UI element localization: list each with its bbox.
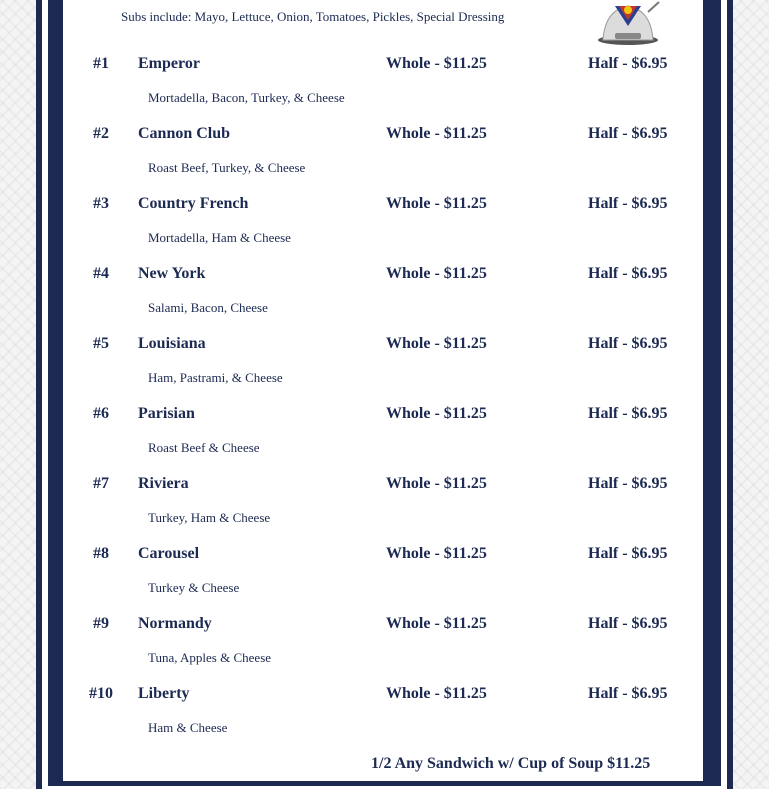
menu-item (63, 265, 703, 335)
subs-include-note: Subs include: Mayo, Lettuce, Onion, Tomatoes, Pickles, Special Dressing (121, 9, 505, 24)
menu-item-number: #1 (93, 55, 109, 72)
soup-combo-offer: 1/2 Any Sandwich w/ Cup of Soup $11.25 (371, 755, 651, 772)
menu-item-number: #7 (93, 475, 109, 492)
menu-item-name: New York (138, 265, 206, 282)
menu-item (63, 335, 703, 405)
menu-item-half-price: Half - $6.95 (588, 405, 668, 422)
menu-item (63, 475, 703, 545)
menu-item-description: Turkey, Ham & Cheese (148, 510, 271, 525)
menu-item-half-price: Half - $6.95 (588, 55, 668, 72)
menu-panel (63, 0, 703, 781)
menu-item-whole-price: Whole - $11.25 (386, 125, 487, 142)
menu-item-number: #8 (93, 545, 109, 562)
menu-item-number: #2 (93, 125, 109, 142)
menu-item-half-price: Half - $6.95 (588, 475, 668, 492)
menu-item-whole-price: Whole - $11.25 (386, 615, 487, 632)
menu-item-number: #10 (89, 685, 113, 702)
menu-item-name: Liberty (138, 685, 190, 702)
menu-item (63, 545, 703, 615)
menu-item (63, 405, 703, 475)
menu-item-description: Tuna, Apples & Cheese (148, 650, 272, 665)
menu-item-description: Roast Beef & Cheese (148, 440, 260, 455)
menu-item-half-price: Half - $6.95 (588, 685, 668, 702)
menu-item-name: Normandy (138, 615, 212, 632)
menu-item-half-price: Half - $6.95 (588, 125, 668, 142)
menu-item (63, 125, 703, 195)
menu-item-whole-price: Whole - $11.25 (386, 265, 487, 282)
menu-item-number: #9 (93, 615, 109, 632)
menu-item-name: Cannon Club (138, 125, 231, 142)
menu-item-whole-price: Whole - $11.25 (386, 195, 487, 212)
menu-item (63, 685, 703, 755)
menu-item-description: Ham & Cheese (148, 720, 228, 735)
menu-item-half-price: Half - $6.95 (588, 615, 668, 632)
menu-item-whole-price: Whole - $11.25 (386, 55, 487, 72)
menu-item-whole-price: Whole - $11.25 (386, 545, 487, 562)
menu-item-description: Mortadella, Bacon, Turkey, & Cheese (148, 90, 345, 105)
menu-item-name: Louisiana (138, 335, 206, 352)
menu-item (63, 195, 703, 265)
menu-item-half-price: Half - $6.95 (588, 265, 668, 282)
menu-item-whole-price: Whole - $11.25 (386, 405, 487, 422)
menu-item-name: Carousel (138, 545, 200, 562)
chef-mascot-icon (593, 0, 663, 46)
menu-item (63, 55, 703, 125)
menu-item-description: Ham, Pastrami, & Cheese (148, 370, 283, 385)
menu-item-description: Mortadella, Ham & Cheese (148, 230, 291, 245)
menu-item-description: Turkey & Cheese (148, 580, 240, 595)
menu-item-half-price: Half - $6.95 (588, 335, 668, 352)
menu-item-whole-price: Whole - $11.25 (386, 685, 487, 702)
menu-item-name: Country French (138, 195, 249, 212)
menu-item-whole-price: Whole - $11.25 (386, 335, 487, 352)
menu-item-number: #5 (93, 335, 109, 352)
menu-item-number: #3 (93, 195, 109, 212)
menu-item-name: Emperor (138, 55, 200, 72)
menu-item (63, 615, 703, 685)
menu-item-whole-price: Whole - $11.25 (386, 475, 487, 492)
menu-item-number: #6 (93, 405, 109, 422)
menu-item-half-price: Half - $6.95 (588, 545, 668, 562)
menu-item-number: #4 (93, 265, 109, 282)
menu-item-name: Riviera (138, 475, 189, 492)
menu-item-half-price: Half - $6.95 (588, 195, 668, 212)
menu-item-description: Salami, Bacon, Cheese (148, 300, 268, 315)
menu-item-description: Roast Beef, Turkey, & Cheese (148, 160, 306, 175)
menu-item-name: Parisian (138, 405, 195, 422)
